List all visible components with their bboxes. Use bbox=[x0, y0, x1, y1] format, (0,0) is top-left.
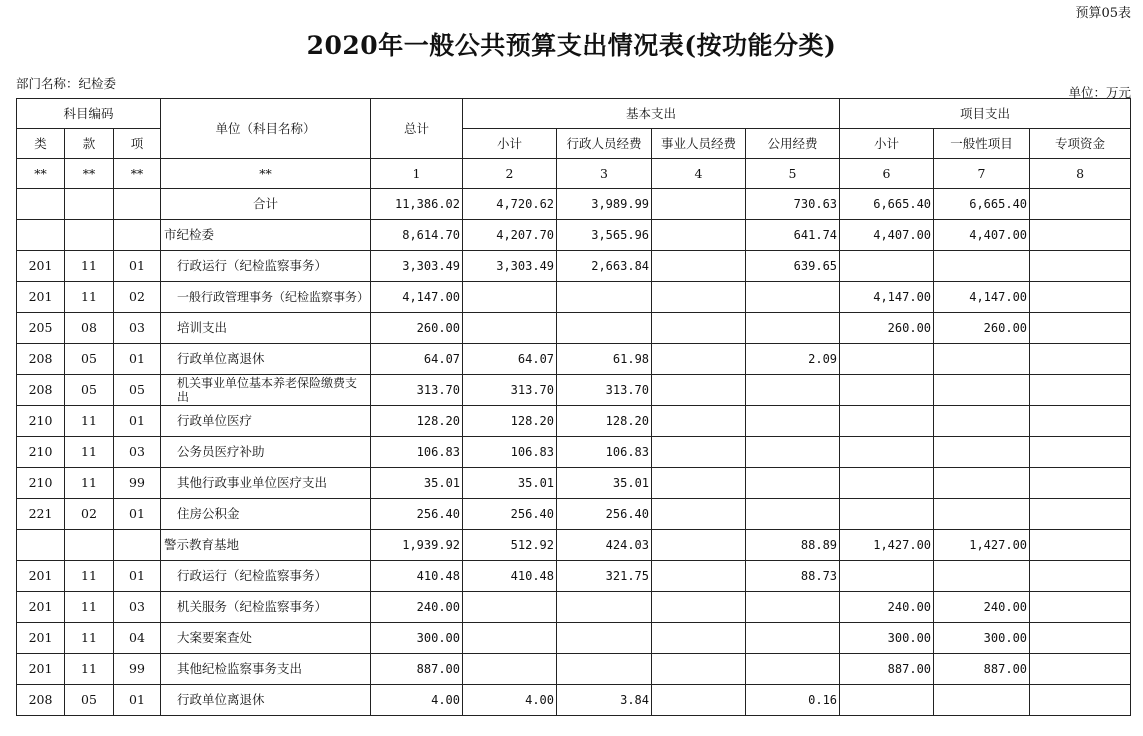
public-expense-cell bbox=[746, 592, 840, 623]
basic-subtotal-cell: 64.07 bbox=[463, 344, 557, 375]
institution-staff-cell bbox=[652, 499, 746, 530]
code-xiang-cell bbox=[114, 530, 161, 561]
code-xiang-cell: 99 bbox=[114, 468, 161, 499]
basic-subtotal-cell bbox=[463, 282, 557, 313]
index-cell: 3 bbox=[557, 159, 652, 189]
code-kuan-cell: 11 bbox=[65, 251, 114, 282]
unit-name-cell: 合计 bbox=[161, 189, 371, 220]
header-row-1 bbox=[17, 99, 1131, 129]
code-xiang-cell bbox=[114, 189, 161, 220]
code-kuan-cell bbox=[65, 189, 114, 220]
code-lei-cell: 201 bbox=[17, 623, 65, 654]
general-project-cell bbox=[934, 561, 1030, 592]
special-fund-cell bbox=[1030, 220, 1131, 251]
basic-subtotal-cell: 256.40 bbox=[463, 499, 557, 530]
code-kuan-cell: 05 bbox=[65, 375, 114, 406]
budget-table bbox=[16, 98, 1131, 716]
unit-name-cell: 市纪检委 bbox=[161, 220, 371, 251]
institution-staff-cell bbox=[652, 406, 746, 437]
department-label: 部门名称：纪检委 bbox=[16, 76, 117, 91]
general-project-cell bbox=[934, 499, 1030, 530]
unit-name-cell: 警示教育基地 bbox=[161, 530, 371, 561]
code-xiang-cell: 01 bbox=[114, 344, 161, 375]
special-fund-cell bbox=[1030, 530, 1131, 561]
index-cell: 6 bbox=[840, 159, 934, 189]
institution-staff-cell bbox=[652, 561, 746, 592]
institution-staff-cell bbox=[652, 654, 746, 685]
table-row bbox=[17, 375, 1131, 406]
special-fund-cell bbox=[1030, 282, 1131, 313]
header-unit-name: 单位（科目名称） bbox=[161, 99, 371, 159]
table-row bbox=[17, 344, 1131, 375]
total-cell: 313.70 bbox=[371, 375, 463, 406]
project-subtotal-cell bbox=[840, 561, 934, 592]
code-lei-cell: 210 bbox=[17, 468, 65, 499]
total-cell: 887.00 bbox=[371, 654, 463, 685]
code-lei-cell: 205 bbox=[17, 313, 65, 344]
total-cell: 300.00 bbox=[371, 623, 463, 654]
index-cell: ** bbox=[65, 159, 114, 189]
public-expense-cell: 730.63 bbox=[746, 189, 840, 220]
general-project-cell bbox=[934, 685, 1030, 716]
institution-staff-cell bbox=[652, 623, 746, 654]
code-xiang-cell: 03 bbox=[114, 313, 161, 344]
unit-name-cell: 其他行政事业单位医疗支出 bbox=[161, 468, 371, 499]
table-row bbox=[17, 468, 1131, 499]
admin-staff-cell bbox=[557, 654, 652, 685]
code-kuan-cell: 11 bbox=[65, 561, 114, 592]
institution-staff-cell bbox=[652, 375, 746, 406]
table-row bbox=[17, 313, 1131, 344]
special-fund-cell bbox=[1030, 561, 1131, 592]
public-expense-cell bbox=[746, 437, 840, 468]
institution-staff-cell bbox=[652, 344, 746, 375]
project-subtotal-cell bbox=[840, 406, 934, 437]
public-expense-cell: 641.74 bbox=[746, 220, 840, 251]
special-fund-cell bbox=[1030, 406, 1131, 437]
code-kuan-cell: 11 bbox=[65, 623, 114, 654]
unit-name-cell: 机关服务（纪检监察事务） bbox=[161, 592, 371, 623]
basic-subtotal-cell: 4,720.62 bbox=[463, 189, 557, 220]
admin-staff-cell: 313.70 bbox=[557, 375, 652, 406]
general-project-cell bbox=[934, 375, 1030, 406]
table-row bbox=[17, 592, 1131, 623]
general-project-cell bbox=[934, 344, 1030, 375]
index-row bbox=[17, 159, 1131, 189]
code-xiang-cell: 01 bbox=[114, 499, 161, 530]
total-cell: 3,303.49 bbox=[371, 251, 463, 282]
total-cell: 240.00 bbox=[371, 592, 463, 623]
code-kuan-cell: 11 bbox=[65, 406, 114, 437]
admin-staff-cell: 106.83 bbox=[557, 437, 652, 468]
index-cell: 5 bbox=[746, 159, 840, 189]
admin-staff-cell bbox=[557, 282, 652, 313]
unit-name-cell: 公务员医疗补助 bbox=[161, 437, 371, 468]
admin-staff-cell: 424.03 bbox=[557, 530, 652, 561]
project-subtotal-cell bbox=[840, 437, 934, 468]
code-xiang-cell: 03 bbox=[114, 592, 161, 623]
header-public-expense: 公用经费 bbox=[746, 129, 840, 159]
code-kuan-cell: 08 bbox=[65, 313, 114, 344]
general-project-cell: 887.00 bbox=[934, 654, 1030, 685]
header-institution-staff: 事业人员经费 bbox=[652, 129, 746, 159]
table-row bbox=[17, 623, 1131, 654]
header-basic-expenditure: 基本支出 bbox=[463, 99, 840, 129]
total-cell: 11,386.02 bbox=[371, 189, 463, 220]
general-project-cell: 240.00 bbox=[934, 592, 1030, 623]
project-subtotal-cell: 887.00 bbox=[840, 654, 934, 685]
admin-staff-cell: 3,989.99 bbox=[557, 189, 652, 220]
index-cell: ** bbox=[114, 159, 161, 189]
header-project-expenditure: 项目支出 bbox=[840, 99, 1131, 129]
basic-subtotal-cell bbox=[463, 592, 557, 623]
institution-staff-cell bbox=[652, 220, 746, 251]
general-project-cell: 6,665.40 bbox=[934, 189, 1030, 220]
code-xiang-cell: 02 bbox=[114, 282, 161, 313]
basic-subtotal-cell: 512.92 bbox=[463, 530, 557, 561]
code-lei-cell: 201 bbox=[17, 654, 65, 685]
total-cell: 4.00 bbox=[371, 685, 463, 716]
unit-name-cell: 行政运行（纪检监察事务） bbox=[161, 251, 371, 282]
code-xiang-cell: 05 bbox=[114, 375, 161, 406]
code-kuan-cell bbox=[65, 220, 114, 251]
general-project-cell bbox=[934, 406, 1030, 437]
public-expense-cell bbox=[746, 623, 840, 654]
public-expense-cell bbox=[746, 406, 840, 437]
code-lei-cell bbox=[17, 189, 65, 220]
total-cell: 106.83 bbox=[371, 437, 463, 468]
header-xiang: 项 bbox=[114, 129, 161, 159]
basic-subtotal-cell bbox=[463, 313, 557, 344]
special-fund-cell bbox=[1030, 468, 1131, 499]
code-xiang-cell bbox=[114, 220, 161, 251]
code-kuan-cell: 11 bbox=[65, 282, 114, 313]
basic-subtotal-cell: 106.83 bbox=[463, 437, 557, 468]
public-expense-cell bbox=[746, 468, 840, 499]
header-admin-staff: 行政人员经费 bbox=[557, 129, 652, 159]
public-expense-cell bbox=[746, 313, 840, 344]
public-expense-cell: 88.73 bbox=[746, 561, 840, 592]
admin-staff-cell bbox=[557, 313, 652, 344]
admin-staff-cell: 35.01 bbox=[557, 468, 652, 499]
code-kuan-cell: 11 bbox=[65, 468, 114, 499]
unit-name-cell: 行政单位医疗 bbox=[161, 406, 371, 437]
special-fund-cell bbox=[1030, 437, 1131, 468]
code-lei-cell: 210 bbox=[17, 406, 65, 437]
public-expense-cell: 639.65 bbox=[746, 251, 840, 282]
project-subtotal-cell bbox=[840, 685, 934, 716]
institution-staff-cell bbox=[652, 437, 746, 468]
code-lei-cell: 210 bbox=[17, 437, 65, 468]
project-subtotal-cell: 6,665.40 bbox=[840, 189, 934, 220]
code-lei-cell: 201 bbox=[17, 561, 65, 592]
code-lei-cell: 221 bbox=[17, 499, 65, 530]
general-project-cell: 1,427.00 bbox=[934, 530, 1030, 561]
admin-staff-cell: 321.75 bbox=[557, 561, 652, 592]
institution-staff-cell bbox=[652, 468, 746, 499]
public-expense-cell bbox=[746, 375, 840, 406]
total-cell: 1,939.92 bbox=[371, 530, 463, 561]
header-general-project: 一般性项目 bbox=[934, 129, 1030, 159]
code-kuan-cell: 11 bbox=[65, 654, 114, 685]
header-subject-code: 科目编码 bbox=[17, 99, 161, 129]
code-xiang-cell: 01 bbox=[114, 685, 161, 716]
institution-staff-cell bbox=[652, 685, 746, 716]
table-row bbox=[17, 437, 1131, 468]
project-subtotal-cell: 240.00 bbox=[840, 592, 934, 623]
header-basic-subtotal: 小计 bbox=[463, 129, 557, 159]
admin-staff-cell: 3,565.96 bbox=[557, 220, 652, 251]
special-fund-cell bbox=[1030, 251, 1131, 282]
code-xiang-cell: 04 bbox=[114, 623, 161, 654]
admin-staff-cell: 2,663.84 bbox=[557, 251, 652, 282]
index-cell: 4 bbox=[652, 159, 746, 189]
header-project-subtotal: 小计 bbox=[840, 129, 934, 159]
special-fund-cell bbox=[1030, 654, 1131, 685]
total-cell: 410.48 bbox=[371, 561, 463, 592]
basic-subtotal-cell: 4,207.70 bbox=[463, 220, 557, 251]
institution-staff-cell bbox=[652, 530, 746, 561]
special-fund-cell bbox=[1030, 313, 1131, 344]
table-row bbox=[17, 251, 1131, 282]
special-fund-cell bbox=[1030, 189, 1131, 220]
code-kuan-cell: 11 bbox=[65, 437, 114, 468]
special-fund-cell bbox=[1030, 685, 1131, 716]
general-project-cell bbox=[934, 468, 1030, 499]
table-row bbox=[17, 499, 1131, 530]
basic-subtotal-cell: 35.01 bbox=[463, 468, 557, 499]
project-subtotal-cell: 300.00 bbox=[840, 623, 934, 654]
public-expense-cell: 0.16 bbox=[746, 685, 840, 716]
code-lei-cell: 201 bbox=[17, 282, 65, 313]
table-row bbox=[17, 220, 1131, 251]
code-lei-cell: 208 bbox=[17, 375, 65, 406]
table-row bbox=[17, 654, 1131, 685]
general-project-cell: 4,407.00 bbox=[934, 220, 1030, 251]
project-subtotal-cell bbox=[840, 344, 934, 375]
special-fund-cell bbox=[1030, 344, 1131, 375]
project-subtotal-cell bbox=[840, 375, 934, 406]
header-total: 总计 bbox=[371, 99, 463, 159]
code-xiang-cell: 99 bbox=[114, 654, 161, 685]
public-expense-cell bbox=[746, 499, 840, 530]
public-expense-cell bbox=[746, 282, 840, 313]
index-cell: 8 bbox=[1030, 159, 1131, 189]
table-row bbox=[17, 282, 1131, 313]
public-expense-cell: 2.09 bbox=[746, 344, 840, 375]
unit-name-cell: 培训支出 bbox=[161, 313, 371, 344]
index-cell: 1 bbox=[371, 159, 463, 189]
project-subtotal-cell: 260.00 bbox=[840, 313, 934, 344]
unit-name-cell: 一般行政管理事务（纪检监察事务） bbox=[161, 282, 371, 313]
code-kuan-cell: 05 bbox=[65, 685, 114, 716]
header-lei: 类 bbox=[17, 129, 65, 159]
project-subtotal-cell bbox=[840, 499, 934, 530]
special-fund-cell bbox=[1030, 592, 1131, 623]
code-lei-cell: 201 bbox=[17, 592, 65, 623]
index-cell: ** bbox=[161, 159, 371, 189]
unit-name-cell: 行政单位离退休 bbox=[161, 344, 371, 375]
code-lei-cell: 201 bbox=[17, 251, 65, 282]
index-cell: ** bbox=[17, 159, 65, 189]
table-row bbox=[17, 561, 1131, 592]
special-fund-cell bbox=[1030, 499, 1131, 530]
general-project-cell bbox=[934, 437, 1030, 468]
code-kuan-cell: 11 bbox=[65, 592, 114, 623]
general-project-cell bbox=[934, 251, 1030, 282]
institution-staff-cell bbox=[652, 313, 746, 344]
project-subtotal-cell: 1,427.00 bbox=[840, 530, 934, 561]
unit-name-cell: 大案要案查处 bbox=[161, 623, 371, 654]
basic-subtotal-cell: 128.20 bbox=[463, 406, 557, 437]
project-subtotal-cell: 4,147.00 bbox=[840, 282, 934, 313]
general-project-cell: 260.00 bbox=[934, 313, 1030, 344]
institution-staff-cell bbox=[652, 592, 746, 623]
admin-staff-cell: 128.20 bbox=[557, 406, 652, 437]
basic-subtotal-cell bbox=[463, 623, 557, 654]
unit-name-cell: 机关事业单位基本养老保险缴费支出 bbox=[161, 375, 371, 406]
unit-name-cell: 行政运行（纪检监察事务） bbox=[161, 561, 371, 592]
basic-subtotal-cell bbox=[463, 654, 557, 685]
code-lei-cell bbox=[17, 220, 65, 251]
project-subtotal-cell bbox=[840, 251, 934, 282]
code-lei-cell: 208 bbox=[17, 344, 65, 375]
public-expense-cell: 88.89 bbox=[746, 530, 840, 561]
total-cell: 64.07 bbox=[371, 344, 463, 375]
basic-subtotal-cell: 4.00 bbox=[463, 685, 557, 716]
admin-staff-cell bbox=[557, 592, 652, 623]
code-xiang-cell: 03 bbox=[114, 437, 161, 468]
code-kuan-cell: 05 bbox=[65, 344, 114, 375]
special-fund-cell bbox=[1030, 623, 1131, 654]
unit-label: 单位：万元 bbox=[1068, 85, 1131, 100]
admin-staff-cell: 256.40 bbox=[557, 499, 652, 530]
code-xiang-cell: 01 bbox=[114, 406, 161, 437]
header-special-fund: 专项资金 bbox=[1030, 129, 1131, 159]
header-kuan: 款 bbox=[65, 129, 114, 159]
code-xiang-cell: 01 bbox=[114, 561, 161, 592]
code-lei-cell bbox=[17, 530, 65, 561]
unit-name-cell: 其他纪检监察事务支出 bbox=[161, 654, 371, 685]
institution-staff-cell bbox=[652, 251, 746, 282]
special-fund-cell bbox=[1030, 375, 1131, 406]
table-row bbox=[17, 189, 1131, 220]
project-subtotal-cell: 4,407.00 bbox=[840, 220, 934, 251]
general-project-cell: 4,147.00 bbox=[934, 282, 1030, 313]
project-subtotal-cell bbox=[840, 468, 934, 499]
index-cell: 2 bbox=[463, 159, 557, 189]
admin-staff-cell: 61.98 bbox=[557, 344, 652, 375]
code-kuan-cell: 02 bbox=[65, 499, 114, 530]
unit-name-cell: 行政单位离退休 bbox=[161, 685, 371, 716]
unit-name-cell: 住房公积金 bbox=[161, 499, 371, 530]
total-cell: 8,614.70 bbox=[371, 220, 463, 251]
admin-staff-cell bbox=[557, 623, 652, 654]
code-lei-cell: 208 bbox=[17, 685, 65, 716]
index-cell: 7 bbox=[934, 159, 1030, 189]
admin-staff-cell: 3.84 bbox=[557, 685, 652, 716]
total-cell: 35.01 bbox=[371, 468, 463, 499]
code-kuan-cell bbox=[65, 530, 114, 561]
institution-staff-cell bbox=[652, 189, 746, 220]
institution-staff-cell bbox=[652, 282, 746, 313]
total-cell: 4,147.00 bbox=[371, 282, 463, 313]
table-row bbox=[17, 530, 1131, 561]
total-cell: 256.40 bbox=[371, 499, 463, 530]
total-cell: 128.20 bbox=[371, 406, 463, 437]
form-number: 预算05表 bbox=[1075, 6, 1131, 21]
public-expense-cell bbox=[746, 654, 840, 685]
page-title: 2020年一般公共预算支出情况表(按功能分类) bbox=[306, 31, 837, 60]
code-xiang-cell: 01 bbox=[114, 251, 161, 282]
basic-subtotal-cell: 410.48 bbox=[463, 561, 557, 592]
total-cell: 260.00 bbox=[371, 313, 463, 344]
table-row bbox=[17, 406, 1131, 437]
basic-subtotal-cell: 3,303.49 bbox=[463, 251, 557, 282]
general-project-cell: 300.00 bbox=[934, 623, 1030, 654]
basic-subtotal-cell: 313.70 bbox=[463, 375, 557, 406]
table-row bbox=[17, 685, 1131, 716]
